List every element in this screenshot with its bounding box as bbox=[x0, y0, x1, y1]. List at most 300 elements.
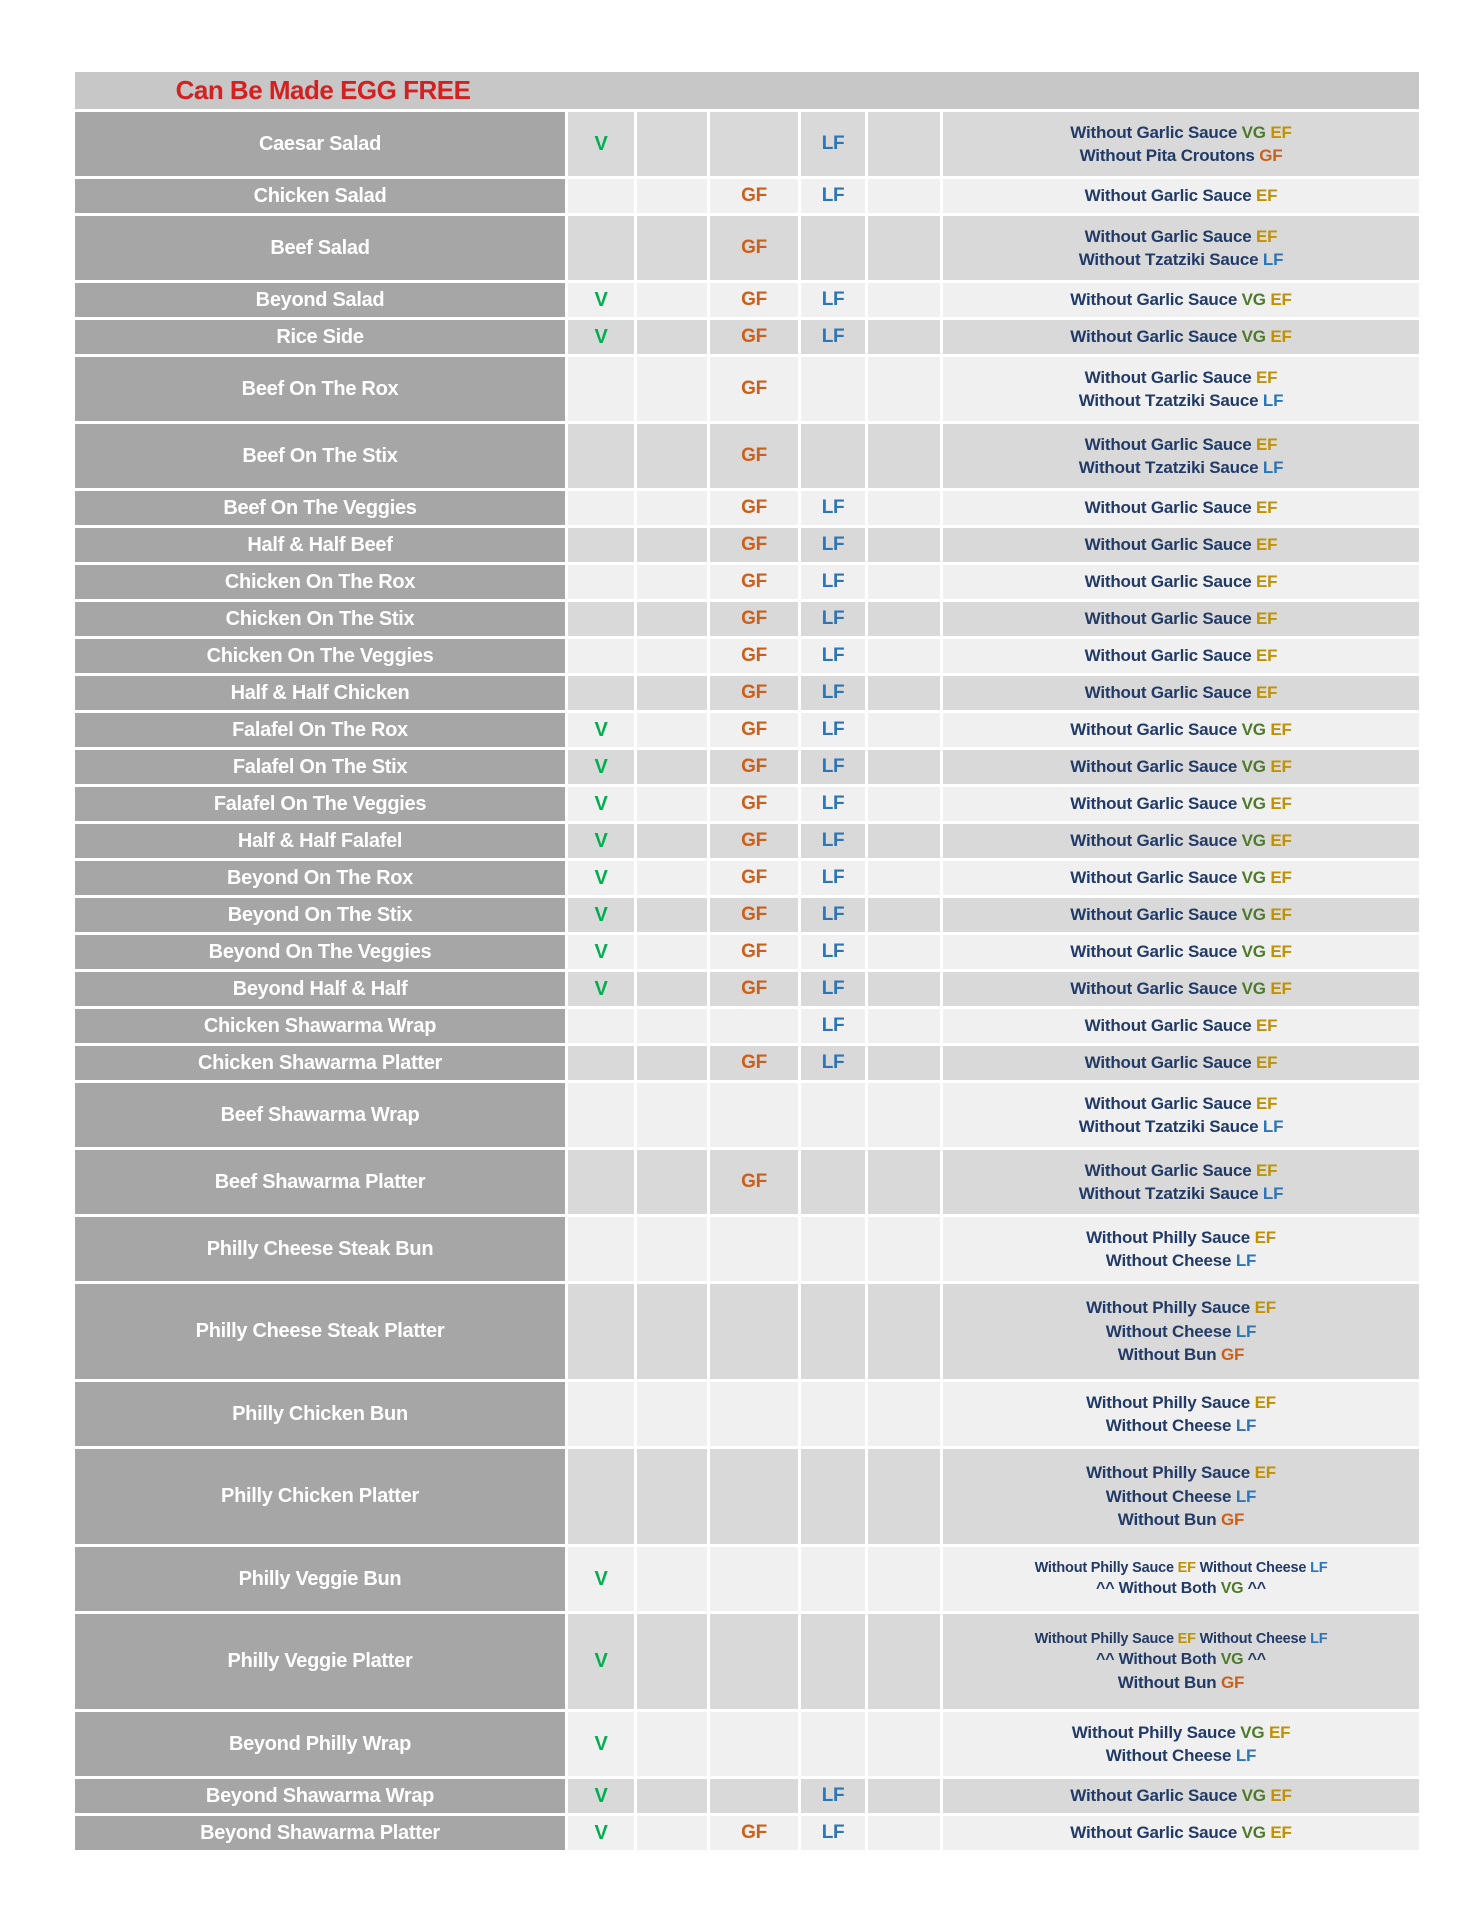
spacer-cell-a bbox=[637, 750, 707, 784]
spacer-cell-b bbox=[868, 1712, 940, 1776]
note-line: Without Tzatziki Sauce LF bbox=[1078, 1117, 1284, 1136]
gluten-free-tag-cell bbox=[710, 112, 798, 176]
table-row bbox=[75, 750, 1419, 784]
note-line: Without Garlic Sauce VG EF bbox=[1070, 720, 1292, 740]
vegetarian-tag-cell bbox=[568, 424, 634, 488]
spacer-cell-a bbox=[637, 935, 707, 969]
lactose-free-tag-cell: LF bbox=[801, 1009, 865, 1043]
lactose-free-tag-cell: LF bbox=[801, 1779, 865, 1813]
vegetarian-tag-cell bbox=[568, 179, 634, 213]
note-line: Without Tzatziki Sauce LF bbox=[1078, 250, 1284, 269]
gluten-free-tag-cell: GF bbox=[710, 179, 798, 213]
item-name-cell: Beyond On The Stix bbox=[75, 898, 565, 932]
spacer-cell-b bbox=[868, 1779, 940, 1813]
spacer-cell-a bbox=[637, 1779, 707, 1813]
item-name-cell: Caesar Salad bbox=[75, 112, 565, 176]
vegetarian-tag-cell: V bbox=[568, 1816, 634, 1850]
notes-cell bbox=[943, 112, 1419, 176]
vegetarian-tag-cell bbox=[568, 639, 634, 673]
table-header bbox=[75, 72, 1419, 109]
vegetarian-tag-cell bbox=[568, 1009, 634, 1043]
note-line: Without Garlic Sauce VG EF bbox=[1070, 122, 1292, 142]
note-line: Without Garlic Sauce EF bbox=[1084, 1016, 1278, 1036]
vegetarian-tag-cell: V bbox=[568, 320, 634, 354]
vegetarian-tag-cell bbox=[568, 1083, 634, 1147]
item-name-cell: Philly Cheese Steak Bun bbox=[75, 1217, 565, 1281]
note-line: Without Garlic Sauce VG EF bbox=[1070, 1786, 1292, 1806]
table-row bbox=[75, 112, 1419, 176]
spacer-cell-a bbox=[637, 424, 707, 488]
spacer-cell-b bbox=[868, 713, 940, 747]
gluten-free-tag-cell: GF bbox=[710, 216, 798, 280]
spacer-cell-a bbox=[637, 1284, 707, 1379]
note-line: ^^ Without Both VG ^^ bbox=[1096, 1650, 1266, 1668]
note-line: Without Cheese LF bbox=[1105, 1321, 1257, 1341]
notes-cell bbox=[943, 787, 1419, 821]
vegetarian-tag-cell bbox=[568, 1046, 634, 1080]
gluten-free-tag-cell bbox=[710, 1009, 798, 1043]
vegetarian-tag-cell bbox=[568, 1217, 634, 1281]
spacer-cell-a bbox=[637, 1449, 707, 1544]
note-line: Without Garlic Sauce VG EF bbox=[1070, 979, 1292, 999]
spacer-cell-b bbox=[868, 824, 940, 858]
vegetarian-tag-cell: V bbox=[568, 112, 634, 176]
table-row bbox=[75, 935, 1419, 969]
spacer-cell-b bbox=[868, 898, 940, 932]
spacer-cell-b bbox=[868, 424, 940, 488]
vegetarian-tag-cell: V bbox=[568, 824, 634, 858]
item-name-cell: Half & Half Falafel bbox=[75, 824, 565, 858]
notes-cell bbox=[943, 283, 1419, 317]
spacer-cell-b bbox=[868, 565, 940, 599]
table-row bbox=[75, 528, 1419, 562]
vegetarian-tag-cell: V bbox=[568, 861, 634, 895]
gluten-free-tag-cell: GF bbox=[710, 861, 798, 895]
table-row bbox=[75, 283, 1419, 317]
note-line: Without Garlic Sauce EF bbox=[1084, 609, 1278, 629]
table-row bbox=[75, 1083, 1419, 1147]
lactose-free-tag-cell: LF bbox=[801, 861, 865, 895]
spacer-cell-b bbox=[868, 491, 940, 525]
item-name-cell: Beef Salad bbox=[75, 216, 565, 280]
lactose-free-tag-cell bbox=[801, 1547, 865, 1611]
spacer-cell-b bbox=[868, 1046, 940, 1080]
vegetarian-tag-cell bbox=[568, 676, 634, 710]
notes-cell bbox=[943, 1217, 1419, 1281]
item-name-cell: Philly Chicken Platter bbox=[75, 1449, 565, 1544]
vegetarian-tag-cell bbox=[568, 528, 634, 562]
lactose-free-tag-cell bbox=[801, 1284, 865, 1379]
lactose-free-tag-cell: LF bbox=[801, 283, 865, 317]
vegetarian-tag-cell: V bbox=[568, 1779, 634, 1813]
gluten-free-tag-cell bbox=[710, 1083, 798, 1147]
gluten-free-tag-cell: GF bbox=[710, 1046, 798, 1080]
gluten-free-tag-cell: GF bbox=[710, 639, 798, 673]
table-row bbox=[75, 216, 1419, 280]
gluten-free-tag-cell: GF bbox=[710, 1150, 798, 1214]
lactose-free-tag-cell: LF bbox=[801, 898, 865, 932]
notes-cell bbox=[943, 565, 1419, 599]
table-row bbox=[75, 1150, 1419, 1214]
gluten-free-tag-cell bbox=[710, 1382, 798, 1446]
lactose-free-tag-cell bbox=[801, 1382, 865, 1446]
notes-cell bbox=[943, 1449, 1419, 1544]
note-line: Without Garlic Sauce EF bbox=[1084, 683, 1278, 703]
notes-cell bbox=[943, 179, 1419, 213]
lactose-free-tag-cell bbox=[801, 1217, 865, 1281]
notes-cell bbox=[943, 639, 1419, 673]
note-line: Without Garlic Sauce VG EF bbox=[1070, 327, 1292, 347]
lactose-free-tag-cell bbox=[801, 1712, 865, 1776]
lactose-free-tag-cell bbox=[801, 216, 865, 280]
note-line: Without Philly Sauce EF bbox=[1086, 1392, 1276, 1412]
spacer-cell-a bbox=[637, 1083, 707, 1147]
notes-cell bbox=[943, 602, 1419, 636]
gluten-free-tag-cell bbox=[710, 1712, 798, 1776]
spacer-cell-a bbox=[637, 1547, 707, 1611]
gluten-free-tag-cell: GF bbox=[710, 320, 798, 354]
vegetarian-tag-cell bbox=[568, 357, 634, 421]
lactose-free-tag-cell: LF bbox=[801, 1816, 865, 1850]
notes-cell bbox=[943, 216, 1419, 280]
spacer-cell-b bbox=[868, 935, 940, 969]
lactose-free-tag-cell: LF bbox=[801, 491, 865, 525]
table-row bbox=[75, 1217, 1419, 1281]
item-name-cell: Beyond On The Veggies bbox=[75, 935, 565, 969]
notes-cell bbox=[943, 1284, 1419, 1379]
gluten-free-tag-cell: GF bbox=[710, 565, 798, 599]
spacer-cell-a bbox=[637, 1614, 707, 1709]
note-line: Without Bun GF bbox=[1117, 1510, 1245, 1530]
note-line: Without Bun GF bbox=[1117, 1345, 1245, 1365]
notes-cell bbox=[943, 424, 1419, 488]
item-name-cell: Philly Veggie Bun bbox=[75, 1547, 565, 1611]
note-line: Without Garlic Sauce VG EF bbox=[1070, 831, 1292, 851]
vegetarian-tag-cell: V bbox=[568, 1614, 634, 1709]
item-name-cell: Beyond Shawarma Wrap bbox=[75, 1779, 565, 1813]
spacer-cell-a bbox=[637, 972, 707, 1006]
notes-cell bbox=[943, 1779, 1419, 1813]
table-row bbox=[75, 1382, 1419, 1446]
notes-cell bbox=[943, 1150, 1419, 1214]
spacer-cell-a bbox=[637, 1712, 707, 1776]
note-line: Without Philly Sauce EF Without Cheese LF bbox=[1034, 1559, 1328, 1576]
notes-cell bbox=[943, 1614, 1419, 1709]
spacer-cell-a bbox=[637, 1816, 707, 1850]
lactose-free-tag-cell bbox=[801, 1449, 865, 1544]
notes-cell bbox=[943, 861, 1419, 895]
item-name-cell: Chicken On The Stix bbox=[75, 602, 565, 636]
vegetarian-tag-cell: V bbox=[568, 787, 634, 821]
spacer-cell-a bbox=[637, 1009, 707, 1043]
note-line: Without Cheese LF bbox=[1105, 1416, 1257, 1435]
vegetarian-tag-cell bbox=[568, 491, 634, 525]
note-line: Without Garlic Sauce EF bbox=[1084, 572, 1278, 592]
notes-cell bbox=[943, 528, 1419, 562]
item-name-cell: Chicken On The Veggies bbox=[75, 639, 565, 673]
lactose-free-tag-cell bbox=[801, 357, 865, 421]
note-line: Without Philly Sauce VG EF bbox=[1071, 1722, 1291, 1742]
item-name-cell: Philly Cheese Steak Platter bbox=[75, 1284, 565, 1379]
gluten-free-tag-cell: GF bbox=[710, 602, 798, 636]
table-row bbox=[75, 639, 1419, 673]
spacer-cell-b bbox=[868, 787, 940, 821]
table-row bbox=[75, 1712, 1419, 1776]
spacer-cell-a bbox=[637, 713, 707, 747]
vegetarian-tag-cell: V bbox=[568, 1712, 634, 1776]
note-line: Without Garlic Sauce EF bbox=[1084, 1093, 1278, 1113]
spacer-cell-a bbox=[637, 179, 707, 213]
lactose-free-tag-cell: LF bbox=[801, 602, 865, 636]
lactose-free-tag-cell: LF bbox=[801, 713, 865, 747]
gluten-free-tag-cell bbox=[710, 1547, 798, 1611]
spacer-cell-b bbox=[868, 676, 940, 710]
vegetarian-tag-cell bbox=[568, 1382, 634, 1446]
gluten-free-tag-cell bbox=[710, 1284, 798, 1379]
spacer-cell-b bbox=[868, 602, 940, 636]
note-line: Without Garlic Sauce EF bbox=[1084, 226, 1278, 246]
notes-cell bbox=[943, 972, 1419, 1006]
gluten-free-tag-cell bbox=[710, 1614, 798, 1709]
item-name-cell: Chicken On The Rox bbox=[75, 565, 565, 599]
notes-cell bbox=[943, 1712, 1419, 1776]
note-line: Without Cheese LF bbox=[1105, 1251, 1257, 1270]
notes-cell bbox=[943, 898, 1419, 932]
table-row bbox=[75, 491, 1419, 525]
gluten-free-tag-cell: GF bbox=[710, 1816, 798, 1850]
item-name-cell: Beyond Half & Half bbox=[75, 972, 565, 1006]
lactose-free-tag-cell bbox=[801, 1614, 865, 1709]
note-line: Without Garlic Sauce EF bbox=[1084, 1053, 1278, 1073]
vegetarian-tag-cell bbox=[568, 1449, 634, 1544]
item-name-cell: Rice Side bbox=[75, 320, 565, 354]
vegetarian-tag-cell: V bbox=[568, 935, 634, 969]
notes-cell bbox=[943, 1547, 1419, 1611]
spacer-cell-a bbox=[637, 676, 707, 710]
note-line: Without Garlic Sauce VG EF bbox=[1070, 1823, 1292, 1843]
notes-cell bbox=[943, 676, 1419, 710]
notes-cell bbox=[943, 750, 1419, 784]
spacer-cell-b bbox=[868, 972, 940, 1006]
spacer-cell-b bbox=[868, 1547, 940, 1611]
spacer-cell-a bbox=[637, 824, 707, 858]
spacer-cell-b bbox=[868, 1449, 940, 1544]
note-line: Without Garlic Sauce VG EF bbox=[1070, 942, 1292, 962]
note-line: Without Tzatziki Sauce LF bbox=[1078, 391, 1284, 410]
spacer-cell-b bbox=[868, 112, 940, 176]
note-line: Without Garlic Sauce VG EF bbox=[1070, 868, 1292, 888]
notes-cell bbox=[943, 1046, 1419, 1080]
note-line: Without Garlic Sauce EF bbox=[1084, 646, 1278, 666]
note-line: ^^ Without Both VG ^^ bbox=[1096, 1579, 1266, 1597]
note-line: Without Tzatziki Sauce LF bbox=[1078, 458, 1284, 477]
vegetarian-tag-cell: V bbox=[568, 972, 634, 1006]
table-row bbox=[75, 824, 1419, 858]
item-name-cell: Half & Half Chicken bbox=[75, 676, 565, 710]
vegetarian-tag-cell: V bbox=[568, 713, 634, 747]
table-row bbox=[75, 787, 1419, 821]
item-name-cell: Beyond Salad bbox=[75, 283, 565, 317]
note-line: Without Garlic Sauce VG EF bbox=[1070, 290, 1292, 310]
spacer-cell-a bbox=[637, 528, 707, 562]
spacer-cell-a bbox=[637, 112, 707, 176]
spacer-cell-b bbox=[868, 216, 940, 280]
vegetarian-tag-cell: V bbox=[568, 898, 634, 932]
notes-cell bbox=[943, 1816, 1419, 1850]
gluten-free-tag-cell: GF bbox=[710, 283, 798, 317]
spacer-cell-a bbox=[637, 491, 707, 525]
lactose-free-tag-cell: LF bbox=[801, 1046, 865, 1080]
table-row bbox=[75, 1779, 1419, 1813]
gluten-free-tag-cell: GF bbox=[710, 424, 798, 488]
spacer-cell-b bbox=[868, 1150, 940, 1214]
spacer-cell-b bbox=[868, 528, 940, 562]
lactose-free-tag-cell: LF bbox=[801, 320, 865, 354]
lactose-free-tag-cell: LF bbox=[801, 824, 865, 858]
note-line: Without Garlic Sauce EF bbox=[1084, 535, 1278, 555]
gluten-free-tag-cell bbox=[710, 1449, 798, 1544]
lactose-free-tag-cell: LF bbox=[801, 112, 865, 176]
gluten-free-tag-cell bbox=[710, 1217, 798, 1281]
item-name-cell: Chicken Shawarma Wrap bbox=[75, 1009, 565, 1043]
table-row bbox=[75, 898, 1419, 932]
item-name-cell: Beyond Shawarma Platter bbox=[75, 1816, 565, 1850]
spacer-cell-a bbox=[637, 861, 707, 895]
spacer-cell-b bbox=[868, 1009, 940, 1043]
lactose-free-tag-cell: LF bbox=[801, 565, 865, 599]
item-name-cell: Falafel On The Rox bbox=[75, 713, 565, 747]
lactose-free-tag-cell: LF bbox=[801, 972, 865, 1006]
spacer-cell-b bbox=[868, 357, 940, 421]
spacer-cell-b bbox=[868, 283, 940, 317]
notes-cell bbox=[943, 357, 1419, 421]
table-row bbox=[75, 861, 1419, 895]
lactose-free-tag-cell bbox=[801, 424, 865, 488]
table-row bbox=[75, 1547, 1419, 1611]
vegetarian-tag-cell: V bbox=[568, 1547, 634, 1611]
gluten-free-tag-cell bbox=[710, 1779, 798, 1813]
spacer-cell-b bbox=[868, 861, 940, 895]
spacer-cell-a bbox=[637, 898, 707, 932]
spacer-cell-a bbox=[637, 1150, 707, 1214]
vegetarian-tag-cell: V bbox=[568, 750, 634, 784]
item-name-cell: Falafel On The Veggies bbox=[75, 787, 565, 821]
vegetarian-tag-cell bbox=[568, 602, 634, 636]
notes-cell bbox=[943, 1083, 1419, 1147]
item-name-cell: Beef On The Veggies bbox=[75, 491, 565, 525]
spacer-cell-b bbox=[868, 320, 940, 354]
lactose-free-tag-cell: LF bbox=[801, 935, 865, 969]
spacer-cell-a bbox=[637, 602, 707, 636]
spacer-cell-b bbox=[868, 179, 940, 213]
spacer-cell-a bbox=[637, 787, 707, 821]
table-row bbox=[75, 357, 1419, 421]
spacer-cell-b bbox=[868, 1083, 940, 1147]
note-line: Without Philly Sauce EF Without Cheese LF bbox=[1034, 1630, 1328, 1647]
item-name-cell: Beyond Philly Wrap bbox=[75, 1712, 565, 1776]
spacer-cell-b bbox=[868, 1217, 940, 1281]
lactose-free-tag-cell: LF bbox=[801, 528, 865, 562]
gluten-free-tag-cell: GF bbox=[710, 972, 798, 1006]
table-row bbox=[75, 1614, 1419, 1709]
spacer-cell-a bbox=[637, 320, 707, 354]
table-row bbox=[75, 676, 1419, 710]
note-line: Without Garlic Sauce EF bbox=[1084, 367, 1278, 387]
note-line: Without Philly Sauce EF bbox=[1086, 1227, 1276, 1247]
gluten-free-tag-cell: GF bbox=[710, 824, 798, 858]
spacer-cell-b bbox=[868, 1382, 940, 1446]
spacer-cell-a bbox=[637, 565, 707, 599]
page-title: Can Be Made EGG FREE bbox=[175, 75, 471, 105]
note-line: Without Bun GF bbox=[1117, 1672, 1245, 1692]
lactose-free-tag-cell: LF bbox=[801, 676, 865, 710]
gluten-free-tag-cell: GF bbox=[710, 357, 798, 421]
table-row bbox=[75, 179, 1419, 213]
table-row bbox=[75, 1816, 1419, 1850]
notes-cell bbox=[943, 491, 1419, 525]
table-row bbox=[75, 1009, 1419, 1043]
table-row bbox=[75, 424, 1419, 488]
table-body bbox=[75, 112, 1419, 1850]
note-line: Without Garlic Sauce EF bbox=[1084, 434, 1278, 454]
spacer-cell-a bbox=[637, 639, 707, 673]
spacer-cell-b bbox=[868, 1284, 940, 1379]
lactose-free-tag-cell bbox=[801, 1150, 865, 1214]
spacer-cell-a bbox=[637, 216, 707, 280]
spacer-cell-b bbox=[868, 1614, 940, 1709]
item-name-cell: Half & Half Beef bbox=[75, 528, 565, 562]
note-line: Without Philly Sauce EF bbox=[1086, 1298, 1276, 1318]
table-row bbox=[75, 1449, 1419, 1544]
egg-free-table bbox=[75, 72, 1419, 1853]
gluten-free-tag-cell: GF bbox=[710, 787, 798, 821]
spacer-cell-a bbox=[637, 1217, 707, 1281]
spacer-cell-b bbox=[868, 639, 940, 673]
note-line: Without Garlic Sauce EF bbox=[1084, 1160, 1278, 1180]
gluten-free-tag-cell: GF bbox=[710, 676, 798, 710]
note-line: Without Tzatziki Sauce LF bbox=[1078, 1184, 1284, 1203]
gluten-free-tag-cell: GF bbox=[710, 491, 798, 525]
notes-cell bbox=[943, 1382, 1419, 1446]
gluten-free-tag-cell: GF bbox=[710, 898, 798, 932]
gluten-free-tag-cell: GF bbox=[710, 750, 798, 784]
gluten-free-tag-cell: GF bbox=[710, 528, 798, 562]
item-name-cell: Beef On The Stix bbox=[75, 424, 565, 488]
lactose-free-tag-cell: LF bbox=[801, 639, 865, 673]
lactose-free-tag-cell: LF bbox=[801, 787, 865, 821]
spacer-cell-b bbox=[868, 750, 940, 784]
notes-cell bbox=[943, 1009, 1419, 1043]
spacer-cell-a bbox=[637, 1046, 707, 1080]
item-name-cell: Philly Veggie Platter bbox=[75, 1614, 565, 1709]
gluten-free-tag-cell: GF bbox=[710, 935, 798, 969]
lactose-free-tag-cell: LF bbox=[801, 179, 865, 213]
vegetarian-tag-cell bbox=[568, 1150, 634, 1214]
spacer-cell-a bbox=[637, 357, 707, 421]
notes-cell bbox=[943, 320, 1419, 354]
table-row bbox=[75, 1284, 1419, 1379]
table-row bbox=[75, 713, 1419, 747]
notes-cell bbox=[943, 713, 1419, 747]
vegetarian-tag-cell: V bbox=[568, 283, 634, 317]
lactose-free-tag-cell bbox=[801, 1083, 865, 1147]
item-name-cell: Beef Shawarma Wrap bbox=[75, 1083, 565, 1147]
table-row bbox=[75, 320, 1419, 354]
item-name-cell: Beef Shawarma Platter bbox=[75, 1150, 565, 1214]
table-row bbox=[75, 1046, 1419, 1080]
table-row bbox=[75, 972, 1419, 1006]
spacer-cell-b bbox=[868, 1816, 940, 1850]
